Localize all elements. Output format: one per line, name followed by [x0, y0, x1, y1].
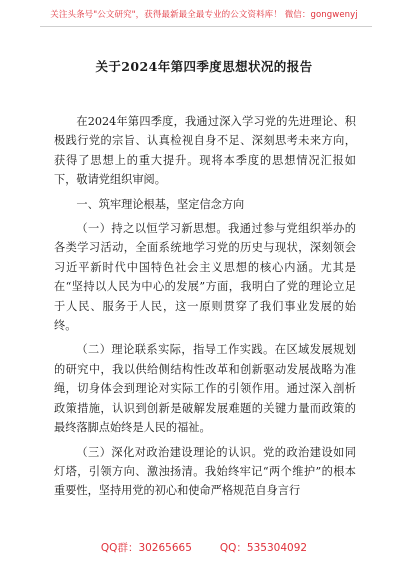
header-divider [40, 26, 372, 27]
document-body [54, 112, 356, 501]
body-paragraph: （二）理论联系实际，指导工作实践。在区域发展规划的研究中，我以供给侧结构性改革和创新驱动发展战略为准绳，切身体会到理论对实际工作的引领作用。通过深入剖析政策措施，认识到创新是破解发展难题的关键力量而政策的最终落脚点始终是人民的福祉。 [54, 343, 356, 435]
footer-contact [0, 540, 408, 555]
body-paragraph: （三）深化对政治建设理论的认识。党的政治建设如同灯塔，引领方向、激浊扬清。我始终牢记“两个维护”的根本重要性，坚持用党的初心和使命严格规范自身言行 [54, 445, 356, 498]
document-title: 关于2024年第四季度思想状况的报告 [95, 59, 313, 74]
footer-qq-group: QQ群：30265665 [100, 542, 192, 554]
section-heading-1: 一、筑牢理论根基，坚定信念方向 [76, 197, 245, 211]
footer-qq-number: QQ：535304092 [219, 542, 308, 554]
intro-paragraph: 在2024年第四季度，我通过深入学习党的先进理论、积极践行党的宗旨、认真检视自身不足、深刻思考未来方向，获得了思想上的重大提升。现将本季度的思想情况汇报如下，敬请党组织审阅。 [54, 115, 356, 187]
header-banner: 关注头条号"公文研究"，获得最新最全最专业的公文资料库！ 微信：gongwenyj [50, 10, 358, 20]
body-paragraph: （一）持之以恒学习新思想。我通过参与党组织举办的各类学习活动，全面系统地学习党的历史与现状，深刻领会习近平新时代中国特色社会主义思想的核心内涵。尤其是在“坚持以人民为中心的发展”方面，我明白了党的理论立足于人民、服务于人民，这一原则贯穿了我们事业发展的始终。 [54, 222, 356, 333]
